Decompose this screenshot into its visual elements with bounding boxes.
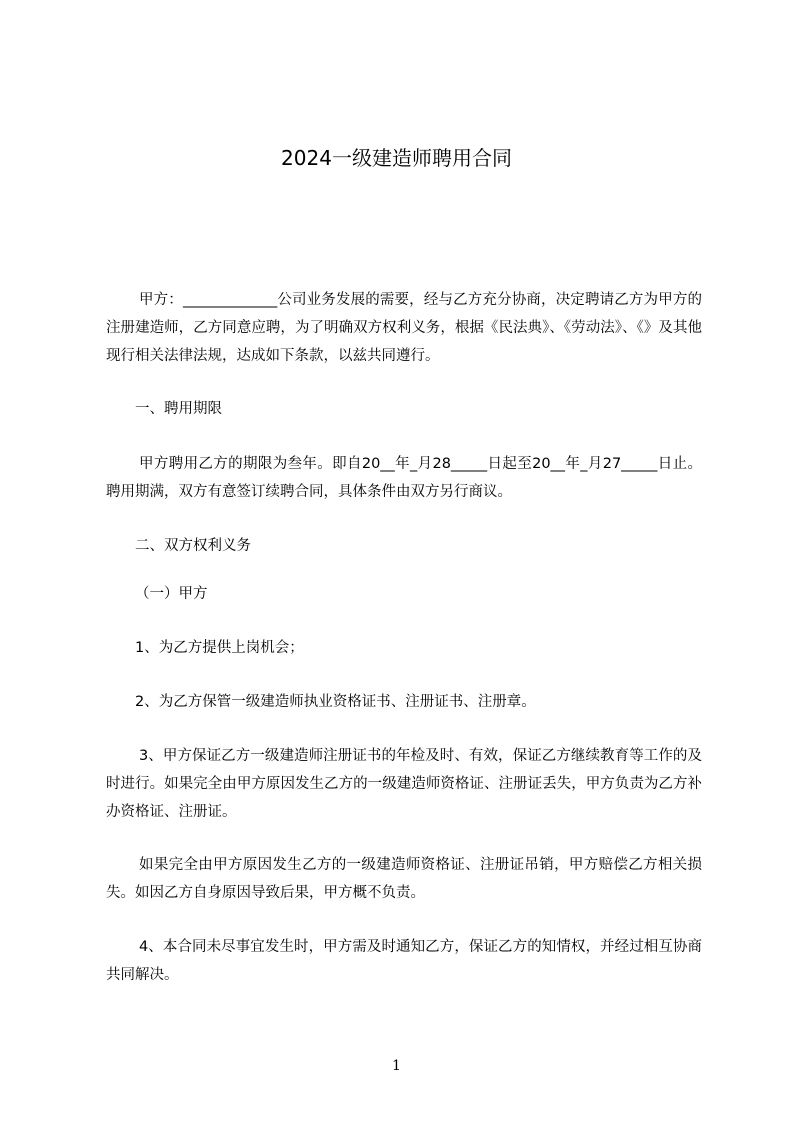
page-number: 1 [392,1058,401,1074]
paragraph-intro: 甲方：_____________公司业务发展的需要，经与乙方充分协商，决定聘请乙方为甲方的注册建造师，乙方同意应聘，为了明确双方权利义务，根据《民法典》、《劳动法》、《》及其他现行相关法律法规，达成如下条款，以兹共同遵行。 [106,292,702,364]
section-heading-rights: 二、双方权利义务 [135,538,251,554]
paragraph-compensation: 如果完全由甲方原因发生乙方的一级建造师资格证、注册证吊销，甲方赔偿乙方相关损失。如因乙方自身原因导致后果，甲方概不负责。 [106,857,702,901]
clause-4: 4、本合同未尽事宜发生时，甲方需及时通知乙方，保证乙方的知情权，并经过相互协商共同解决。 [106,939,702,983]
clause-1: 1、为乙方提供上岗机会； [135,640,304,656]
clause-3: 3、甲方保证乙方一级建造师注册证书的年检及时、有效，保证乙方继续教育等工作的及时进行。如果完全由甲方原因发生乙方的一级建造师资格证、注册证丢失，甲方负责为乙方补办资格证、注册证。 [106,748,702,820]
subsection-heading-party-a: （一）甲方 [135,586,208,602]
document-title: 2024一级建造师聘用合同 [281,146,512,170]
paragraph-term: 甲方聘用乙方的期限为叁年。即自20__年_月28_____日起至20__年_月27_____日止。聘用期满，双方有意签订续聘合同，具体条件由双方另行商议。 [106,456,702,500]
clause-2: 2、为乙方保管一级建造师执业资格证书、注册证书、注册章。 [135,694,536,710]
section-heading-term: 一、聘用期限 [135,401,222,417]
